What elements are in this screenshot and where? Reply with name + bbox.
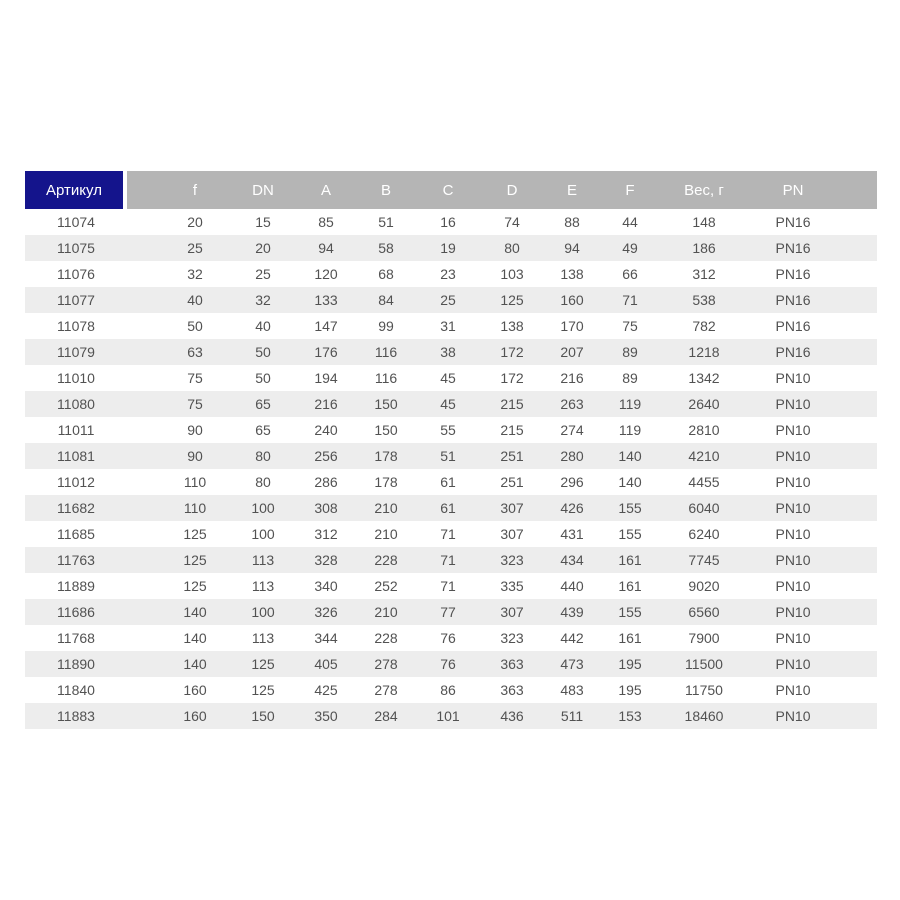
article-cell: 11768 [25,625,127,651]
value-cell: 19 [415,235,481,261]
value-cell: 125 [239,677,295,703]
value-cell: 119 [601,417,659,443]
article-cell: 11076 [25,261,127,287]
value-cell: 286 [295,469,357,495]
value-cell: 160 [127,677,239,703]
value-cell: 103 [481,261,543,287]
value-cell: 296 [543,469,601,495]
article-cell: 11077 [25,287,127,313]
value-cell: 340 [295,573,357,599]
value-cell: 50 [239,365,295,391]
value-cell: 210 [357,599,415,625]
value-cell: 4210 [659,443,749,469]
value-cell: 328 [295,547,357,573]
header-cell-f: F [601,171,659,209]
value-cell: 207 [543,339,601,365]
article-cell: 11080 [25,391,127,417]
value-cell: 40 [239,313,295,339]
value-cell: 363 [481,677,543,703]
table-row [25,443,877,469]
article-cell: 11889 [25,573,127,599]
value-cell: 71 [601,287,659,313]
value-cell: 1342 [659,365,749,391]
value-cell: 323 [481,547,543,573]
table-body [25,209,877,729]
value-cell: 116 [357,365,415,391]
value-cell: PN10 [749,417,877,443]
table-row [25,365,877,391]
table-row [25,313,877,339]
product-spec-table [25,171,877,729]
value-cell: 440 [543,573,601,599]
value-cell: 94 [543,235,601,261]
value-cell: 172 [481,339,543,365]
value-cell: 100 [239,521,295,547]
value-cell: 326 [295,599,357,625]
value-cell: 439 [543,599,601,625]
value-cell: 75 [601,313,659,339]
value-cell: 194 [295,365,357,391]
value-cell: 278 [357,677,415,703]
value-cell: 125 [239,651,295,677]
value-cell: 483 [543,677,601,703]
value-cell: 140 [127,651,239,677]
article-cell: 11763 [25,547,127,573]
value-cell: PN10 [749,443,877,469]
value-cell: 66 [601,261,659,287]
value-cell: PN16 [749,339,877,365]
value-cell: 150 [239,703,295,729]
article-cell: 11079 [25,339,127,365]
table-row [25,287,877,313]
table-row [25,209,877,235]
value-cell: 155 [601,599,659,625]
value-cell: 442 [543,625,601,651]
value-cell: 58 [357,235,415,261]
value-cell: PN16 [749,261,877,287]
value-cell: 7745 [659,547,749,573]
value-cell: 172 [481,365,543,391]
value-cell: 431 [543,521,601,547]
value-cell: 350 [295,703,357,729]
value-cell: 344 [295,625,357,651]
value-cell: 61 [415,495,481,521]
value-cell: 307 [481,599,543,625]
table-row [25,651,877,677]
value-cell: 32 [239,287,295,313]
value-cell: 100 [239,599,295,625]
value-cell: 176 [295,339,357,365]
value-cell: 49 [601,235,659,261]
article-cell: 11078 [25,313,127,339]
table-row [25,235,877,261]
value-cell: 323 [481,625,543,651]
value-cell: 215 [481,391,543,417]
value-cell: 160 [127,703,239,729]
value-cell: 178 [357,443,415,469]
value-cell: 263 [543,391,601,417]
value-cell: 170 [543,313,601,339]
value-cell: 140 [127,599,239,625]
value-cell: 4455 [659,469,749,495]
value-cell: 25 [415,287,481,313]
value-cell: 125 [127,521,239,547]
value-cell: 7900 [659,625,749,651]
value-cell: 2810 [659,417,749,443]
value-cell: 6240 [659,521,749,547]
value-cell: 426 [543,495,601,521]
value-cell: 6040 [659,495,749,521]
value-cell: 94 [295,235,357,261]
value-cell: 280 [543,443,601,469]
value-cell: PN16 [749,287,877,313]
table-row [25,261,877,287]
value-cell: 782 [659,313,749,339]
value-cell: PN16 [749,235,877,261]
value-cell: 61 [415,469,481,495]
value-cell: 15 [239,209,295,235]
value-cell: 251 [481,443,543,469]
table-row [25,495,877,521]
value-cell: 436 [481,703,543,729]
value-cell: 25 [239,261,295,287]
value-cell: 335 [481,573,543,599]
value-cell: 1218 [659,339,749,365]
header-cell-a: A [295,171,357,209]
value-cell: 25 [127,235,239,261]
value-cell: 215 [481,417,543,443]
value-cell: 89 [601,339,659,365]
value-cell: 74 [481,209,543,235]
value-cell: PN10 [749,469,877,495]
value-cell: 140 [601,469,659,495]
header-cell-f: f [127,171,239,209]
value-cell: 65 [239,391,295,417]
value-cell: 23 [415,261,481,287]
value-cell: PN10 [749,599,877,625]
table-row [25,391,877,417]
value-cell: 77 [415,599,481,625]
value-cell: 18460 [659,703,749,729]
value-cell: 138 [543,261,601,287]
value-cell: 538 [659,287,749,313]
value-cell: 511 [543,703,601,729]
value-cell: 32 [127,261,239,287]
value-cell: 228 [357,547,415,573]
table-row [25,469,877,495]
value-cell: 86 [415,677,481,703]
value-cell: 50 [239,339,295,365]
article-cell: 11685 [25,521,127,547]
value-cell: 434 [543,547,601,573]
value-cell: PN10 [749,651,877,677]
value-cell: 307 [481,495,543,521]
value-cell: 45 [415,391,481,417]
value-cell: 178 [357,469,415,495]
value-cell: 16 [415,209,481,235]
value-cell: 148 [659,209,749,235]
value-cell: 216 [295,391,357,417]
value-cell: 160 [543,287,601,313]
value-cell: 51 [415,443,481,469]
article-cell: 11074 [25,209,127,235]
value-cell: 140 [127,625,239,651]
value-cell: 210 [357,495,415,521]
article-cell: 11075 [25,235,127,261]
article-cell: 11686 [25,599,127,625]
header-cell-c: C [415,171,481,209]
value-cell: 113 [239,573,295,599]
value-cell: 11500 [659,651,749,677]
table-row [25,417,877,443]
value-cell: PN10 [749,677,877,703]
value-cell: 252 [357,573,415,599]
value-cell: 20 [239,235,295,261]
table-row [25,599,877,625]
table-row [25,625,877,651]
value-cell: 68 [357,261,415,287]
value-cell: 89 [601,365,659,391]
value-cell: 71 [415,573,481,599]
table-row [25,703,877,729]
value-cell: 278 [357,651,415,677]
value-cell: 50 [127,313,239,339]
value-cell: 405 [295,651,357,677]
value-cell: PN16 [749,313,877,339]
value-cell: 161 [601,625,659,651]
value-cell: 140 [601,443,659,469]
value-cell: PN16 [749,209,877,235]
value-cell: 90 [127,417,239,443]
value-cell: PN10 [749,495,877,521]
value-cell: 51 [357,209,415,235]
value-cell: 119 [601,391,659,417]
header-cell-article: Артикул [25,171,127,209]
value-cell: 125 [481,287,543,313]
value-cell: 138 [481,313,543,339]
value-cell: 312 [295,521,357,547]
value-cell: 133 [295,287,357,313]
header-cell-pn: PN [749,171,877,209]
value-cell: 307 [481,521,543,547]
value-cell: 45 [415,365,481,391]
value-cell: 113 [239,547,295,573]
value-cell: 31 [415,313,481,339]
table-row [25,677,877,703]
value-cell: PN10 [749,521,877,547]
value-cell: 110 [127,495,239,521]
value-cell: 88 [543,209,601,235]
value-cell: 150 [357,417,415,443]
header-cell-dn: DN [239,171,295,209]
value-cell: 44 [601,209,659,235]
value-cell: 161 [601,547,659,573]
value-cell: 76 [415,651,481,677]
value-cell: 76 [415,625,481,651]
value-cell: 147 [295,313,357,339]
table-row [25,547,877,573]
value-cell: 284 [357,703,415,729]
value-cell: 186 [659,235,749,261]
value-cell: 38 [415,339,481,365]
value-cell: 308 [295,495,357,521]
value-cell: 71 [415,521,481,547]
value-cell: 274 [543,417,601,443]
value-cell: 473 [543,651,601,677]
value-cell: 240 [295,417,357,443]
article-cell: 11081 [25,443,127,469]
value-cell: 228 [357,625,415,651]
article-cell: 11010 [25,365,127,391]
value-cell: 161 [601,573,659,599]
value-cell: 90 [127,443,239,469]
value-cell: 110 [127,469,239,495]
value-cell: 155 [601,495,659,521]
header-cell-d: D [481,171,543,209]
value-cell: 312 [659,261,749,287]
value-cell: 80 [239,469,295,495]
value-cell: 80 [239,443,295,469]
value-cell: 216 [543,365,601,391]
value-cell: 155 [601,521,659,547]
value-cell: 75 [127,365,239,391]
table-row [25,339,877,365]
value-cell: 100 [239,495,295,521]
value-cell: 65 [239,417,295,443]
value-cell: 150 [357,391,415,417]
value-cell: 251 [481,469,543,495]
header-cell-вес-г: Вес, г [659,171,749,209]
article-cell: 11011 [25,417,127,443]
value-cell: 210 [357,521,415,547]
value-cell: 256 [295,443,357,469]
value-cell: 195 [601,677,659,703]
value-cell: 125 [127,573,239,599]
value-cell: 425 [295,677,357,703]
header-cell-e: E [543,171,601,209]
value-cell: 9020 [659,573,749,599]
value-cell: 20 [127,209,239,235]
value-cell: 40 [127,287,239,313]
value-cell: PN10 [749,703,877,729]
table-row [25,521,877,547]
value-cell: PN10 [749,573,877,599]
value-cell: 80 [481,235,543,261]
value-cell: 113 [239,625,295,651]
header-row [25,171,877,209]
value-cell: PN10 [749,625,877,651]
value-cell: 63 [127,339,239,365]
article-cell: 11012 [25,469,127,495]
header-cell-b: B [357,171,415,209]
value-cell: PN10 [749,365,877,391]
value-cell: 84 [357,287,415,313]
value-cell: PN10 [749,391,877,417]
value-cell: 71 [415,547,481,573]
article-cell: 11682 [25,495,127,521]
article-cell: 11890 [25,651,127,677]
value-cell: 85 [295,209,357,235]
value-cell: 195 [601,651,659,677]
article-cell: 11840 [25,677,127,703]
value-cell: 75 [127,391,239,417]
value-cell: 120 [295,261,357,287]
value-cell: PN10 [749,547,877,573]
article-cell: 11883 [25,703,127,729]
value-cell: 101 [415,703,481,729]
value-cell: 116 [357,339,415,365]
value-cell: 99 [357,313,415,339]
value-cell: 11750 [659,677,749,703]
value-cell: 6560 [659,599,749,625]
value-cell: 363 [481,651,543,677]
table-row [25,573,877,599]
value-cell: 153 [601,703,659,729]
value-cell: 125 [127,547,239,573]
value-cell: 2640 [659,391,749,417]
value-cell: 55 [415,417,481,443]
